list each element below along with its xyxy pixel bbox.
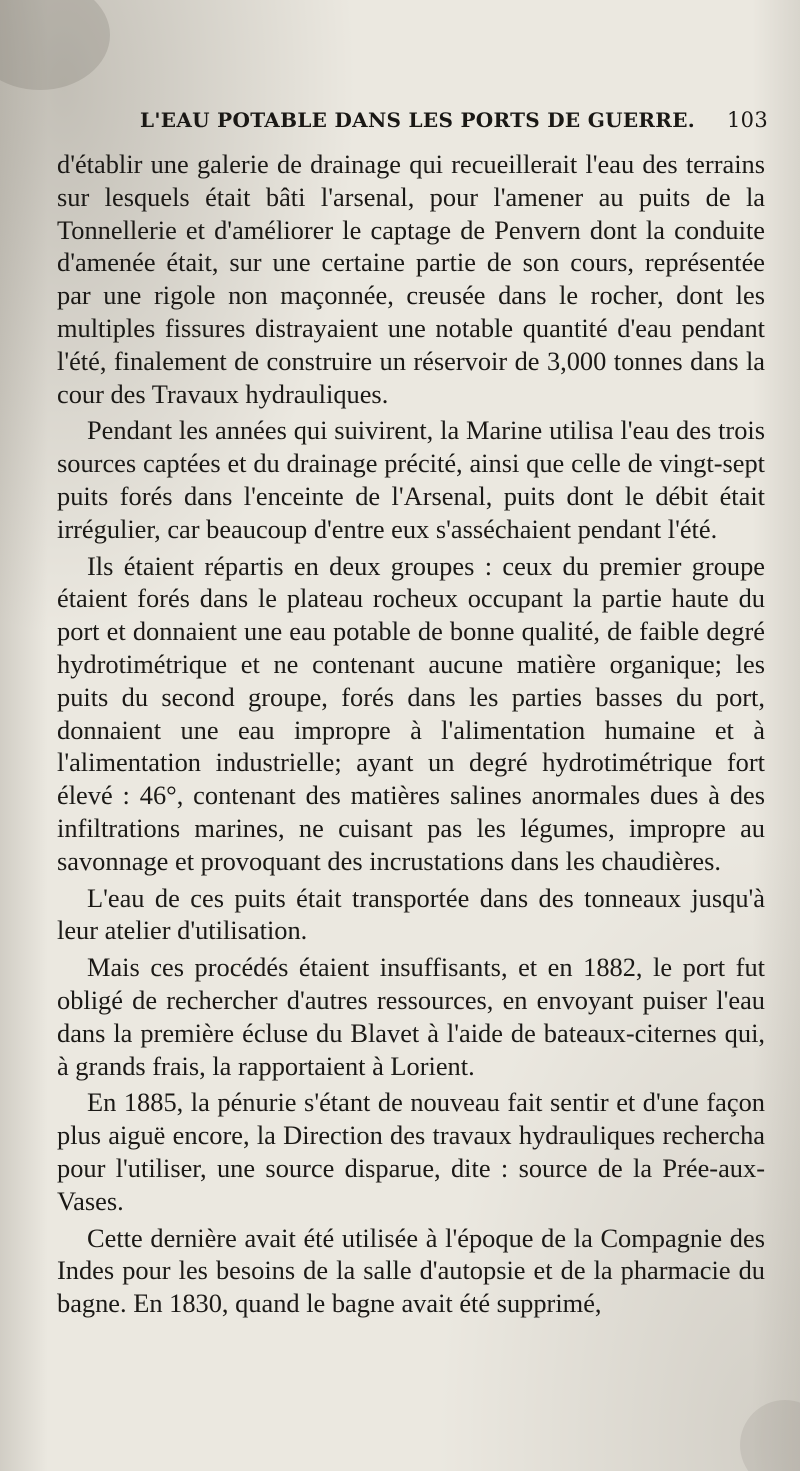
paragraph: En 1885, la pénurie s'étant de nouveau fait sentir et d'une façon plus aiguë encore, la Direction des travaux hydrauliques rechercha pour l'utiliser, une source disparue, dite : source de la Prée-aux-Vases. (57, 1087, 765, 1216)
paragraph: Pendant les années qui suivirent, la Marine utilisa l'eau des trois sources captées et du drainage précité, ainsi que celle de vingt-sept puits forés dans l'enceinte de l'Arsenal, puits dont le débit était irrégulier, car beaucoup d'entre eux s'asséchaient pendant l'été. (57, 415, 765, 544)
paragraph: Ils étaient répartis en deux groupes : ceux du premier groupe étaient forés dans le plateau rocheux occupant la partie haute du port et donnaient une eau potable de bonne qualité, de faible degré hydrotimétrique et ne contenant aucune matière organique; les puits du second groupe, forés dans les parties basses du port, donnaient une eau impropre à l'alimentation humaine et à l'alimentation industrielle; ayant un degré hydrotimétrique fort élevé : 46°, contenant des matières salines anormales dues à des infiltrations marines, ne cuisant pas les légumes, impropre au savonnage et provoquant des incrustations dans les chaudières. (57, 550, 765, 876)
page-header (140, 108, 768, 138)
body-text (57, 148, 765, 1324)
paragraph: L'eau de ces puits était transportée dans des tonneaux jusqu'à leur atelier d'utilisation. (57, 882, 765, 946)
paper-stain (740, 1400, 800, 1471)
page-number: 103 (727, 108, 768, 132)
paper-stain (0, 0, 110, 90)
paragraph: Mais ces procédés étaient insuffisants, et en 1882, le port fut obligé de rechercher d'autres ressources, en envoyant puiser l'eau dans la première écluse du Blavet à l'aide de bateaux-citernes qui, à grands frais, la rapportaient à Lorient. (57, 952, 765, 1081)
running-title: L'EAU POTABLE DANS LES PORTS DE GUERRE. (140, 108, 696, 132)
paragraph: d'établir une galerie de drainage qui recueillerait l'eau des terrains sur lesquels était bâti l'arsenal, pour l'amener au puits de la Tonnellerie et d'améliorer le captage de Penvern dont la conduite d'amenée était, sur une certaine partie de son cours, représentée par une rigole non maçonnée, creusée dans le rocher, dont les multiples fissures distrayaient une notable quantité d'eau pendant l'été, finalement de construire un réservoir de 3,000 tonnes dans la cour des Travaux hydrauliques. (57, 149, 765, 409)
paragraph: Cette dernière avait été utilisée à l'époque de la Compagnie des Indes pour les besoins de la salle d'autopsie et de la pharmacie du bagne. En 1830, quand le bagne avait été supprimé, (57, 1222, 765, 1319)
